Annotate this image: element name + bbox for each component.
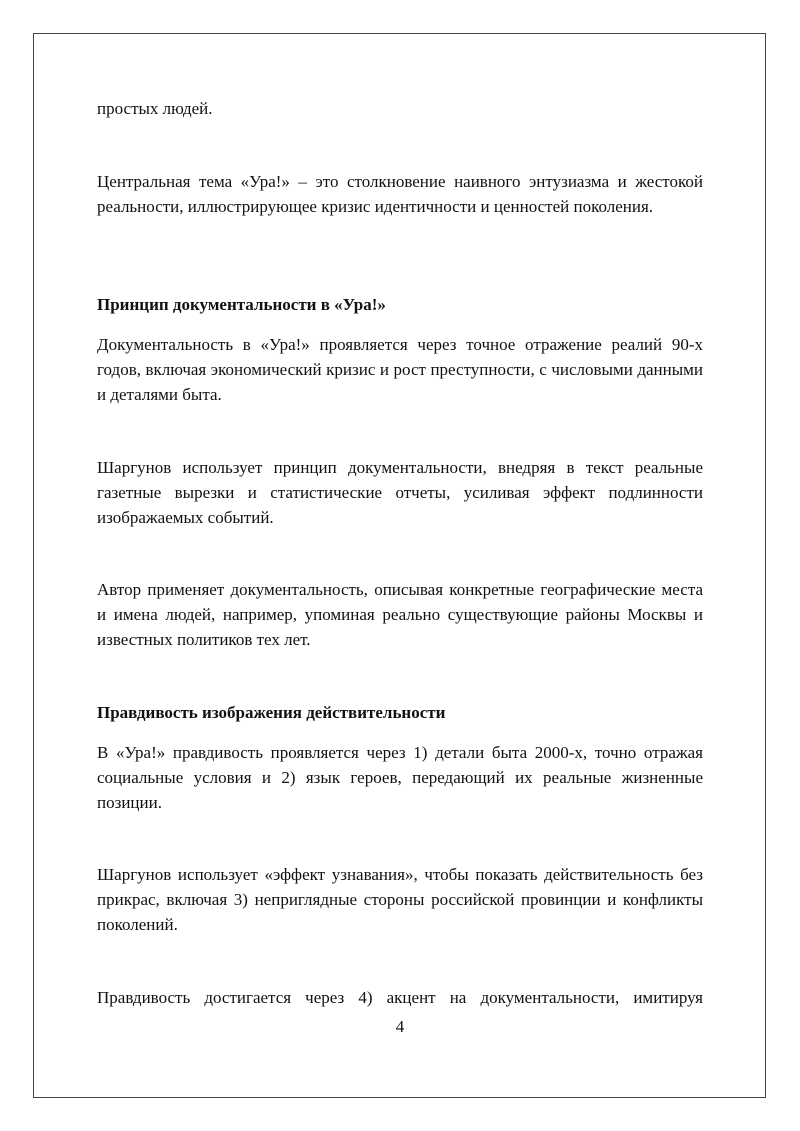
paragraph-documentality-realia: Документальность в «Ура!» проявляется через точное отражение реалий 90-х годов, включая экономический кризис и рост преступности, с числовыми данными и деталями быта.	[97, 335, 703, 404]
paragraph-central-theme: Центральная тема «Ура!» – это столкновение наивного энтузиазма и жестокой реальности, иллюстрирующее кризис идентичности и ценностей поколения.	[97, 172, 703, 216]
paragraph-truthfulness-details: В «Ура!» правдивость проявляется через 1) детали быта 2000-х, точно отражая социальные условия и 2) язык героев, передающий их реальные жизненные позиции.	[97, 743, 703, 812]
paragraph-truthfulness-achieved: Правдивость достигается через 4) акцент на документальности, имитируя	[97, 988, 703, 1007]
paragraph-continuation: простых людей.	[97, 99, 213, 118]
paragraph-recognition-effect: Шаргунов использует «эффект узнавания», чтобы показать действительность без прикрас, включая 3) неприглядные стороны российской провинции и конфликты поколений.	[97, 865, 703, 934]
section-heading-truthfulness: Правдивость изображения действительности	[97, 703, 446, 722]
section-heading-documentality: Принцип документальности в «Ура!»	[97, 295, 386, 314]
paragraph-newspaper-clippings: Шаргунов использует принцип документальности, внедряя в текст реальные газетные вырезки и статистические отчеты, усиливая эффект подлинности изображаемых событий.	[97, 458, 703, 527]
page-number: 4	[395, 1017, 405, 1036]
paragraph-geographic-places: Автор применяет документальность, описывая конкретные географические места и имена людей, например, упоминая реально существующие районы Москвы и известных политиков тех лет.	[97, 580, 703, 649]
